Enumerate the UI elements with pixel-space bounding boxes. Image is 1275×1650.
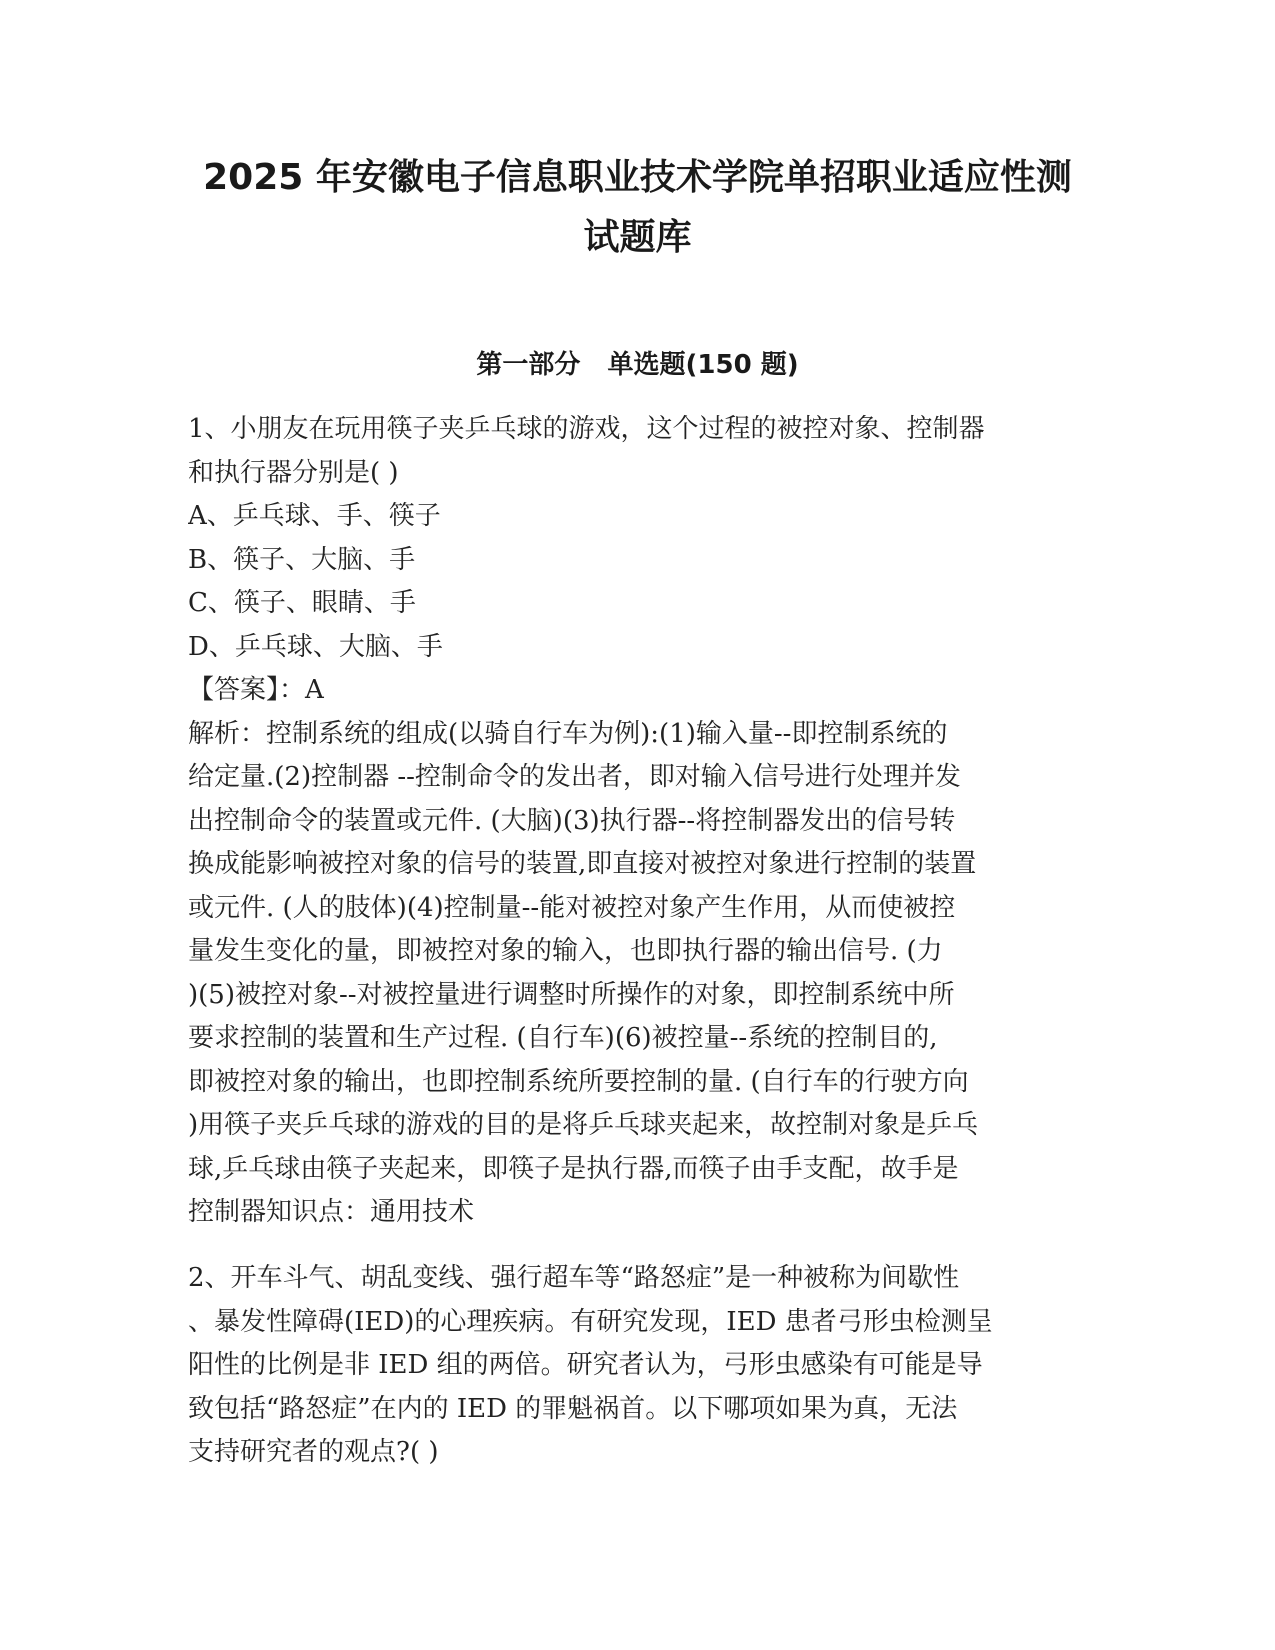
question-1-analysis-line-9: 即被控对象的输出，也即控制系统所要控制的量. (自行车的行驶方向 (188, 1066, 969, 1097)
question-1-stem-line-2: 和执行器分别是( ) (188, 457, 399, 488)
question-1-option-b: B、筷子、大脑、手 (188, 544, 416, 575)
document-title-line-2: 试题库 (583, 217, 692, 258)
question-1-analysis-line-4: 换成能影响被控对象的信号的装置,即直接对被控对象进行控制的装置 (188, 849, 977, 879)
question-1-option-d: D、乒乓球、大脑、手 (188, 631, 443, 662)
question-1-analysis-line-12: 控制器知识点：通用技术 (188, 1197, 475, 1227)
question-2 (188, 1257, 1078, 1475)
document-title-line-1: 2025 年安徽电子信息职业技术学院单招职业适应性测 (203, 157, 1072, 198)
question-2-stem-line-3: 阳性的比例是非 IED 组的两倍。研究者认为，弓形虫感染有可能是导 (188, 1350, 983, 1380)
question-1-analysis-line-10: )用筷子夹乒乓球的游戏的目的是将乒乓球夹起来，故控制对象是乒乓 (188, 1110, 979, 1140)
question-1-option-c: C、筷子、眼睛、手 (188, 588, 416, 618)
question-1-analysis-line-6: 量发生变化的量，即被控对象的输入，也即执行器的输出信号. (力 (188, 936, 943, 966)
question-1-analysis-line-1: 解析：控制系统的组成(以骑自行车为例):(1)输入量--即控制系统的 (188, 718, 948, 749)
question-2-stem-line-2: 、暴发性障碍(IED)的心理疾病。有研究发现，IED 患者弓形虫检测呈 (188, 1306, 993, 1337)
question-1-analysis-line-8: 要求控制的装置和生产过程. (自行车)(6)被控量--系统的控制目的, (188, 1023, 938, 1053)
question-1-analysis-line-5: 或元件. (人的肢体)(4)控制量--能对被控对象产生作用，从而使被控 (188, 892, 956, 923)
question-1-analysis-line-3: 出控制命令的装置或元件. (大脑)(3)执行器--将控制器发出的信号转 (188, 805, 956, 836)
document-title (150, 148, 1125, 268)
question-1-answer: 【答案】：A (188, 675, 324, 705)
section-heading: 第一部分 单选题(150 题) (476, 350, 799, 380)
question-1-analysis-line-11: 球,乒乓球由筷子夹起来，即筷子是执行器,而筷子由手支配，故手是 (188, 1153, 959, 1184)
question-1-analysis-line-7: )(5)被控对象--对被控量进行调整时所操作的对象，即控制系统中所 (188, 979, 955, 1010)
question-1-analysis-line-2: 给定量.(2)控制器 --控制命令的发出者，即对输入信号进行处理并发 (188, 762, 961, 792)
question-1-option-a: A、乒乓球、手、筷子 (188, 501, 441, 531)
question-1-stem-line-1: 1、小朋友在玩用筷子夹乒乓球的游戏，这个过程的被控对象、控制器 (188, 414, 985, 444)
question-2-stem-line-5: 支持研究者的观点?( ) (188, 1437, 439, 1467)
question-2-stem-line-4: 致包括“路怒症”在内的 IED 的罪魁祸首。以下哪项如果为真，无法 (188, 1393, 958, 1424)
question-2-stem-line-1: 2、开车斗气、胡乱变线、强行超车等“路怒症”是一种被称为间歇性 (188, 1263, 960, 1293)
question-1 (188, 408, 1078, 1235)
